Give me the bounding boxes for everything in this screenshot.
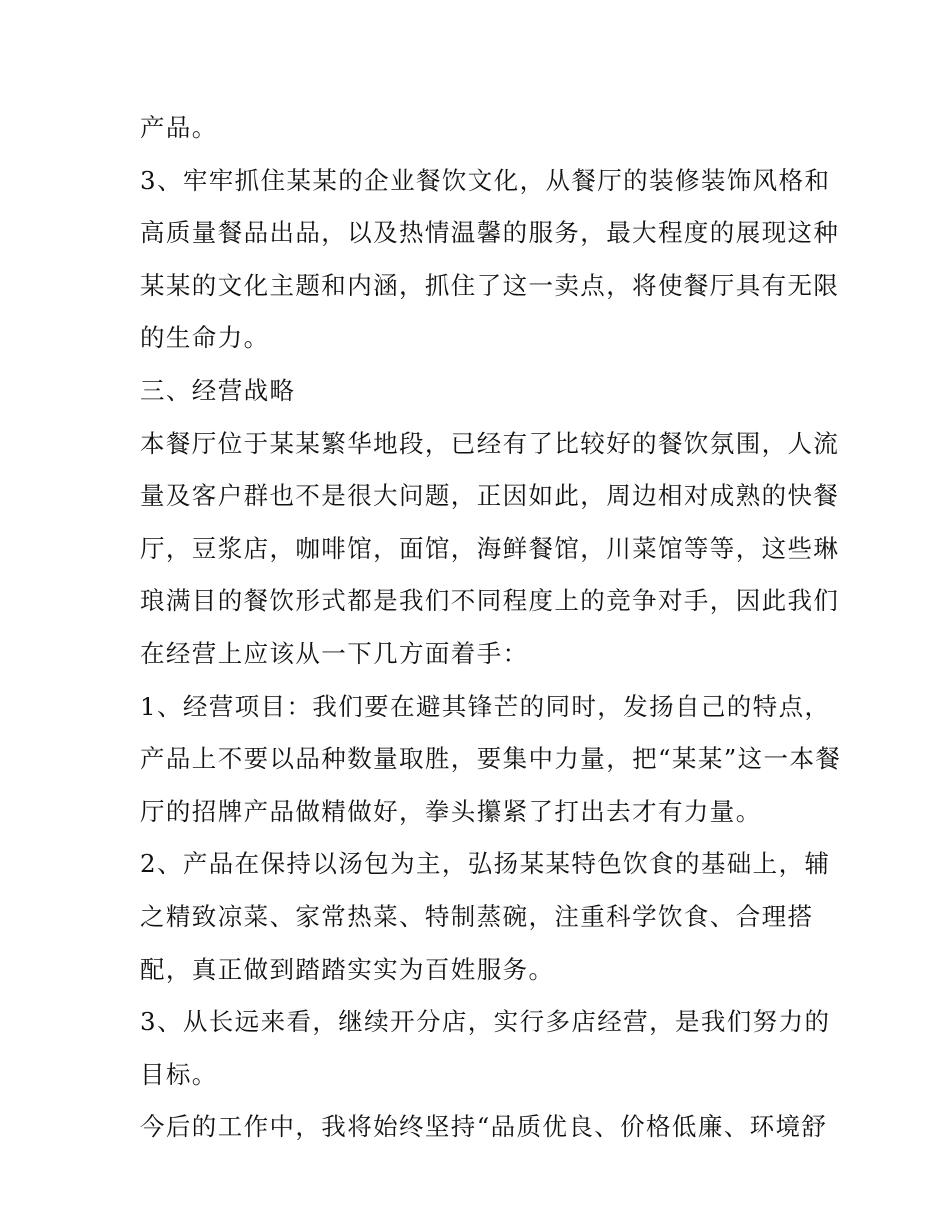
text-line: 产品上不要以品种数量取胜，要集中力量，把“某某”这一本餐 [140, 744, 842, 774]
text-line: 之精致凉菜、家常热菜、特制蒸碗，注重科学饮食、合理搭 [140, 901, 814, 931]
text-line: 厅，豆浆店，咖啡馆，面馆，海鲜餐馆，川菜馆等等，这些琳 [140, 533, 840, 563]
text-line: 今后的工作中，我将始终坚持“品质优良、价格低廉、环境舒 [140, 1112, 828, 1142]
text-line: 厅的招牌产品做精做好，拳头攥紧了打出去才有力量。 [140, 796, 762, 826]
text-line: 量及客户群也不是很大问题，正因如此，周边相对成熟的快餐 [140, 481, 840, 511]
text-line: 目标。 [140, 1059, 218, 1089]
text-line: 本餐厅位于某某繁华地段，已经有了比较好的餐饮氛围，人流 [140, 428, 840, 458]
text-line: 1、经营项目：我们要在避其锋芒的同时，发扬自己的特点， [140, 691, 831, 721]
text-line: 产品。 [140, 113, 218, 142]
document-body [140, 102, 842, 1154]
text-line: 2、产品在保持以汤包为主，弘扬某某特色饮食的基础上，辅 [140, 849, 831, 879]
text-line: 配，真正做到踏踏实实为百姓服务。 [140, 954, 555, 984]
text-line: 的生命力。 [140, 323, 270, 353]
text-line: 3、从长远来看，继续开分店，实行多店经营，是我们努力的 [140, 1007, 831, 1037]
text-line: 在经营上应该从一下几方面着手： [140, 638, 529, 668]
text-line: 高质量餐品出品，以及热情温馨的服务，最大程度的展现这种 [140, 218, 840, 248]
text-line: 某某的文化主题和内涵，抓住了这一卖点，将使餐厅具有无限 [140, 270, 840, 300]
text-line: 琅满目的餐饮形式都是我们不同程度上的竞争对手，因此我们 [140, 586, 840, 616]
text-line: 3、牢牢抓住某某的企业餐饮文化，从餐厅的装修装饰风格和 [140, 165, 831, 195]
section-heading: 三、经营战略 [140, 375, 296, 405]
